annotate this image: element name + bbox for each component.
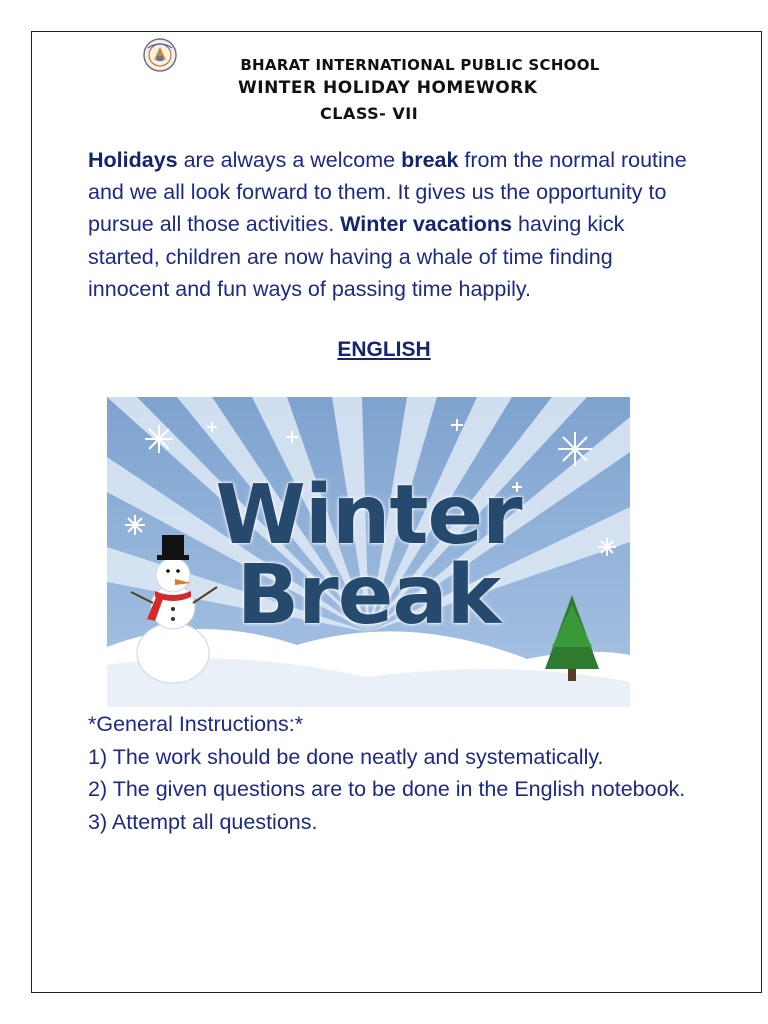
instruction-item: 2) The given questions are to be done in the English notebook. bbox=[88, 777, 686, 802]
intro-bold-break: break bbox=[401, 148, 459, 172]
banner-title-line2: Break bbox=[236, 548, 501, 643]
intro-paragraph bbox=[88, 144, 688, 305]
class-label: CLASS- VII bbox=[320, 104, 419, 123]
school-name: BHARAT INTERNATIONAL PUBLIC SCHOOL bbox=[240, 56, 600, 74]
intro-text-3: having kick started, children are now having a whale of time finding innocent and fun ways of passing time happily. bbox=[88, 212, 625, 301]
general-instructions bbox=[88, 708, 688, 838]
intro-text-2: from the normal routine and we all look forward to them. It gives us the opportunity to pursue all those activities. bbox=[88, 148, 687, 237]
instruction-item: 1) The work should be done neatly and systematically. bbox=[88, 744, 604, 769]
intro-bold-winter-vacations: Winter vacations bbox=[340, 212, 513, 237]
winter-break-banner bbox=[107, 397, 630, 707]
document-title: WINTER HOLIDAY HOMEWORK bbox=[238, 78, 538, 98]
intro-text-1: are always a welcome bbox=[177, 148, 402, 172]
instruction-item: 3) Attempt all questions. bbox=[88, 809, 318, 834]
subject-heading-english: ENGLISH bbox=[337, 338, 431, 361]
intro-bold-holidays: Holidays bbox=[88, 148, 178, 172]
banner-title-line1: Winter bbox=[215, 468, 522, 563]
instructions-heading: *General Instructions:* bbox=[88, 712, 304, 736]
